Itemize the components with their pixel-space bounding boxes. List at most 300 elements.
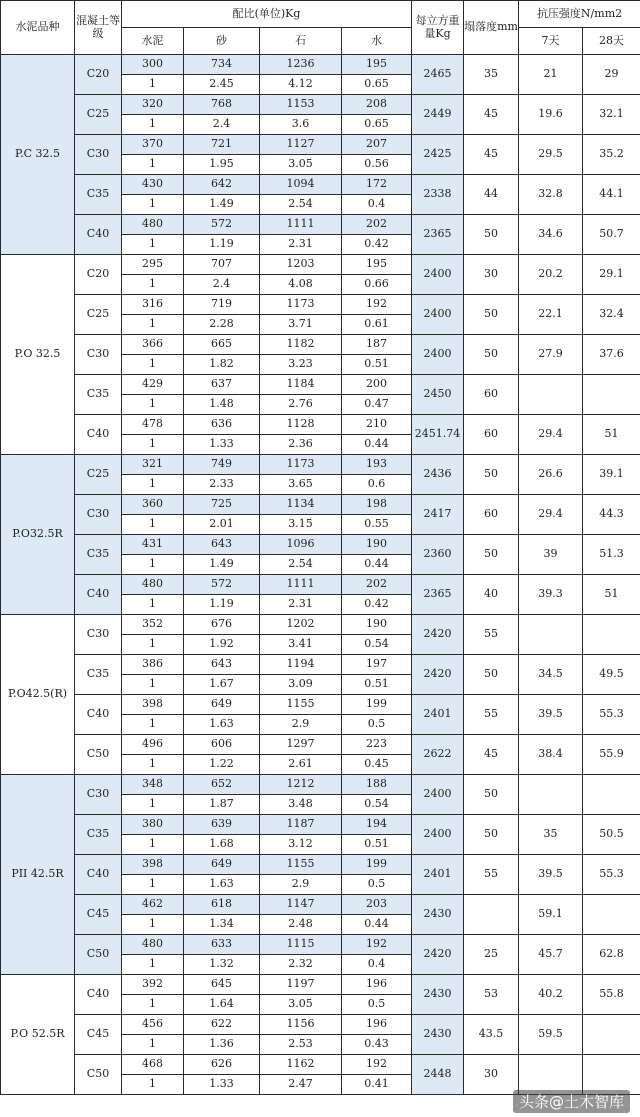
mix-ratio-cell: 4.12 [260, 75, 342, 95]
mix-kg-cell: 637 [184, 375, 260, 395]
strength-7d-cell: 45.7 [519, 935, 583, 975]
mix-kg-cell: 1153 [260, 95, 342, 115]
mix-kg-cell: 366 [122, 335, 184, 355]
strength-7d-cell [519, 375, 583, 415]
header-mix-sand: 砂 [184, 28, 260, 55]
mix-ratio-cell: 1.36 [184, 1035, 260, 1055]
unit-weight-cell: 2400 [412, 815, 464, 855]
unit-weight-cell: 2338 [412, 175, 464, 215]
grade-cell: C40 [75, 855, 122, 895]
mix-ratio-cell: 1 [122, 475, 184, 495]
table-header [1, 1, 640, 55]
mix-ratio-cell: 2.61 [260, 755, 342, 775]
header-mix-cement: 水泥 [122, 28, 184, 55]
mix-kg-cell: 626 [184, 1055, 260, 1075]
mix-ratio-cell: 0.5 [342, 875, 412, 895]
cement-type-cell: PII 42.5R [1, 775, 75, 975]
slump-cell: 30 [464, 255, 519, 295]
mix-kg-cell: 643 [184, 655, 260, 675]
mix-kg-cell: 643 [184, 535, 260, 555]
table-row [1, 895, 640, 915]
strength-28d-cell: 39.1 [583, 455, 640, 495]
unit-weight-cell: 2430 [412, 1015, 464, 1055]
slump-cell: 25 [464, 935, 519, 975]
strength-7d-cell: 29.4 [519, 415, 583, 455]
grade-cell: C40 [75, 215, 122, 255]
mix-kg-cell: 707 [184, 255, 260, 275]
grade-cell: C30 [75, 615, 122, 655]
mix-kg-cell: 1111 [260, 575, 342, 595]
mix-ratio-cell: 1.82 [184, 355, 260, 375]
slump-cell: 35 [464, 55, 519, 95]
slump-cell: 55 [464, 855, 519, 895]
mix-ratio-cell: 3.41 [260, 635, 342, 655]
mix-ratio-cell: 2.4 [184, 275, 260, 295]
mix-kg-cell: 392 [122, 975, 184, 995]
header-cement-type: 水泥品种 [1, 1, 75, 55]
table-row [1, 935, 640, 955]
grade-cell: C35 [75, 535, 122, 575]
header-mix-stone: 石 [260, 28, 342, 55]
slump-cell: 50 [464, 535, 519, 575]
grade-cell: C40 [75, 415, 122, 455]
table-row [1, 335, 640, 355]
mix-ratio-cell: 2.53 [260, 1035, 342, 1055]
mix-kg-cell: 195 [342, 55, 412, 75]
grade-cell: C45 [75, 895, 122, 935]
header-strength-28d: 28天 [583, 28, 640, 55]
strength-28d-cell: 51.3 [583, 535, 640, 575]
mix-kg-cell: 652 [184, 775, 260, 795]
strength-7d-cell: 26.6 [519, 455, 583, 495]
mix-kg-cell: 348 [122, 775, 184, 795]
strength-7d-cell: 39.5 [519, 695, 583, 735]
mix-ratio-cell: 3.6 [260, 115, 342, 135]
slump-cell: 40 [464, 575, 519, 615]
strength-28d-cell: 55.3 [583, 695, 640, 735]
mix-ratio-cell: 1 [122, 235, 184, 255]
table-row [1, 815, 640, 835]
mix-ratio-cell: 2.31 [260, 595, 342, 615]
table-row [1, 615, 640, 635]
grade-cell: C35 [75, 175, 122, 215]
mix-kg-cell: 622 [184, 1015, 260, 1035]
mix-ratio-cell: 1.34 [184, 915, 260, 935]
mix-ratio-cell: 1 [122, 115, 184, 135]
mix-ratio-cell: 3.15 [260, 515, 342, 535]
unit-weight-cell: 2436 [412, 455, 464, 495]
grade-cell: C30 [75, 495, 122, 535]
mix-kg-cell: 618 [184, 895, 260, 915]
grade-cell: C25 [75, 95, 122, 135]
header-mix-water: 水 [342, 28, 412, 55]
strength-28d-cell: 55.8 [583, 975, 640, 1015]
mix-kg-cell: 190 [342, 535, 412, 555]
slump-cell: 60 [464, 375, 519, 415]
slump-cell: 50 [464, 655, 519, 695]
unit-weight-cell: 2430 [412, 975, 464, 1015]
mix-ratio-cell: 1.92 [184, 635, 260, 655]
mix-ratio-cell: 3.05 [260, 995, 342, 1015]
slump-cell: 53 [464, 975, 519, 1015]
grade-cell: C30 [75, 775, 122, 815]
mix-ratio-cell: 2.01 [184, 515, 260, 535]
slump-cell: 50 [464, 455, 519, 495]
table-row [1, 375, 640, 395]
grade-cell: C40 [75, 975, 122, 1015]
strength-28d-cell: 55.3 [583, 855, 640, 895]
mix-kg-cell: 636 [184, 415, 260, 435]
mix-ratio-cell: 0.4 [342, 195, 412, 215]
mix-kg-cell: 199 [342, 855, 412, 875]
mix-kg-cell: 642 [184, 175, 260, 195]
mix-kg-cell: 480 [122, 575, 184, 595]
strength-28d-cell: 55.9 [583, 735, 640, 775]
unit-weight-cell: 2400 [412, 255, 464, 295]
mix-kg-cell: 645 [184, 975, 260, 995]
slump-cell: 50 [464, 815, 519, 855]
mix-kg-cell: 208 [342, 95, 412, 115]
table-row [1, 855, 640, 875]
mix-kg-cell: 1162 [260, 1055, 342, 1075]
mix-kg-cell: 198 [342, 495, 412, 515]
mix-ratio-cell: 0.47 [342, 395, 412, 415]
mix-kg-cell: 1128 [260, 415, 342, 435]
mix-ratio-cell: 1.63 [184, 875, 260, 895]
table-row [1, 295, 640, 315]
grade-cell: C20 [75, 255, 122, 295]
mix-ratio-cell: 1.19 [184, 595, 260, 615]
mix-ratio-cell: 2.45 [184, 75, 260, 95]
mix-ratio-cell: 2.54 [260, 555, 342, 575]
grade-cell: C50 [75, 735, 122, 775]
mix-kg-cell: 649 [184, 855, 260, 875]
mix-ratio-cell: 2.9 [260, 875, 342, 895]
mix-kg-cell: 172 [342, 175, 412, 195]
mix-kg-cell: 398 [122, 695, 184, 715]
mix-kg-cell: 196 [342, 1015, 412, 1035]
strength-28d-cell: 51 [583, 575, 640, 615]
header-slump: 塌落度mm [464, 1, 519, 55]
mix-kg-cell: 192 [342, 295, 412, 315]
grade-cell: C40 [75, 695, 122, 735]
mix-ratio-cell: 2.9 [260, 715, 342, 735]
mix-ratio-cell: 1 [122, 1035, 184, 1055]
table-row [1, 775, 640, 795]
grade-cell: C25 [75, 295, 122, 335]
strength-7d-cell: 39.5 [519, 855, 583, 895]
strength-7d-cell: 39.3 [519, 575, 583, 615]
mix-ratio-cell: 1.48 [184, 395, 260, 415]
mix-ratio-cell: 1 [122, 795, 184, 815]
strength-7d-cell: 40.2 [519, 975, 583, 1015]
mix-kg-cell: 1203 [260, 255, 342, 275]
strength-7d-cell: 34.6 [519, 215, 583, 255]
mix-kg-cell: 478 [122, 415, 184, 435]
mix-kg-cell: 1236 [260, 55, 342, 75]
mix-ratio-cell: 0.5 [342, 715, 412, 735]
unit-weight-cell: 2365 [412, 215, 464, 255]
mix-ratio-cell: 0.51 [342, 675, 412, 695]
mix-ratio-cell: 2.32 [260, 955, 342, 975]
mix-ratio-cell: 1 [122, 1075, 184, 1095]
slump-cell: 60 [464, 415, 519, 455]
strength-28d-cell: 32.4 [583, 295, 640, 335]
mix-kg-cell: 1194 [260, 655, 342, 675]
strength-28d-cell: 44.3 [583, 495, 640, 535]
unit-weight-cell: 2425 [412, 135, 464, 175]
strength-28d-cell [583, 615, 640, 655]
mix-ratio-cell: 0.61 [342, 315, 412, 335]
mix-ratio-cell: 1 [122, 755, 184, 775]
unit-weight-cell: 2449 [412, 95, 464, 135]
mix-ratio-cell: 0.44 [342, 435, 412, 455]
unit-weight-cell: 2450 [412, 375, 464, 415]
mix-ratio-cell: 0.54 [342, 635, 412, 655]
mix-ratio-cell: 1 [122, 675, 184, 695]
slump-cell: 50 [464, 295, 519, 335]
mix-kg-cell: 734 [184, 55, 260, 75]
strength-28d-cell [583, 1015, 640, 1055]
strength-28d-cell: 29.1 [583, 255, 640, 295]
header-grade: 混凝土等级 [75, 1, 122, 55]
mix-ratio-cell: 0.44 [342, 915, 412, 935]
mix-kg-cell: 480 [122, 215, 184, 235]
mix-ratio-cell: 1.95 [184, 155, 260, 175]
mix-kg-cell: 1212 [260, 775, 342, 795]
mix-kg-cell: 456 [122, 1015, 184, 1035]
cement-type-cell: P.C 32.5 [1, 55, 75, 255]
mix-kg-cell: 195 [342, 255, 412, 275]
mix-kg-cell: 676 [184, 615, 260, 635]
mix-ratio-cell: 1 [122, 275, 184, 295]
mix-kg-cell: 202 [342, 575, 412, 595]
mix-kg-cell: 370 [122, 135, 184, 155]
mix-ratio-cell: 1 [122, 195, 184, 215]
mix-kg-cell: 633 [184, 935, 260, 955]
mix-kg-cell: 749 [184, 455, 260, 475]
unit-weight-cell: 2417 [412, 495, 464, 535]
mix-ratio-cell: 1.64 [184, 995, 260, 1015]
strength-7d-cell: 39 [519, 535, 583, 575]
mix-ratio-cell: 0.51 [342, 835, 412, 855]
cement-type-cell: P.O 52.5R [1, 975, 75, 1095]
mix-ratio-cell: 0.54 [342, 795, 412, 815]
header-unit-weight: 每立方重量Kg [412, 1, 464, 55]
slump-cell: 45 [464, 95, 519, 135]
mix-ratio-cell: 1 [122, 515, 184, 535]
strength-28d-cell: 37.6 [583, 335, 640, 375]
strength-28d-cell [583, 775, 640, 815]
strength-7d-cell: 59.5 [519, 1015, 583, 1055]
strength-7d-cell: 35 [519, 815, 583, 855]
table-row [1, 135, 640, 155]
mix-kg-cell: 320 [122, 95, 184, 115]
grade-cell: C35 [75, 655, 122, 695]
mix-ratio-cell: 0.43 [342, 1035, 412, 1055]
mix-kg-cell: 192 [342, 1055, 412, 1075]
strength-7d-cell: 29.4 [519, 495, 583, 535]
mix-kg-cell: 192 [342, 935, 412, 955]
mix-ratio-cell: 1 [122, 75, 184, 95]
mix-ratio-cell: 0.44 [342, 555, 412, 575]
strength-7d-cell [519, 775, 583, 815]
mix-ratio-cell: 3.48 [260, 795, 342, 815]
mix-ratio-cell: 0.65 [342, 115, 412, 135]
table-row [1, 975, 640, 995]
mix-kg-cell: 223 [342, 735, 412, 755]
unit-weight-cell: 2430 [412, 895, 464, 935]
strength-7d-cell: 32.8 [519, 175, 583, 215]
unit-weight-cell: 2448 [412, 1055, 464, 1095]
mix-ratio-cell: 2.36 [260, 435, 342, 455]
unit-weight-cell: 2420 [412, 615, 464, 655]
strength-7d-cell [519, 615, 583, 655]
mix-kg-cell: 188 [342, 775, 412, 795]
slump-cell: 44 [464, 175, 519, 215]
mix-kg-cell: 768 [184, 95, 260, 115]
mix-ratio-cell: 0.51 [342, 355, 412, 375]
strength-28d-cell: 49.5 [583, 655, 640, 695]
mix-kg-cell: 1173 [260, 455, 342, 475]
mix-ratio-cell: 1 [122, 715, 184, 735]
mix-kg-cell: 1155 [260, 855, 342, 875]
mix-kg-cell: 1094 [260, 175, 342, 195]
mix-kg-cell: 1182 [260, 335, 342, 355]
strength-7d-cell: 19.6 [519, 95, 583, 135]
mix-ratio-cell: 3.12 [260, 835, 342, 855]
mix-ratio-cell: 0.56 [342, 155, 412, 175]
table-row [1, 655, 640, 675]
strength-28d-cell [583, 1055, 640, 1095]
grade-cell: C50 [75, 1055, 122, 1095]
mix-ratio-cell: 1.22 [184, 755, 260, 775]
table-row [1, 455, 640, 475]
mix-kg-cell: 386 [122, 655, 184, 675]
grade-cell: C40 [75, 575, 122, 615]
mix-kg-cell: 721 [184, 135, 260, 155]
mix-ratio-cell: 0.42 [342, 595, 412, 615]
mix-ratio-cell: 0.66 [342, 275, 412, 295]
mix-kg-cell: 380 [122, 815, 184, 835]
mix-ratio-cell: 1 [122, 435, 184, 455]
mix-kg-cell: 725 [184, 495, 260, 515]
mix-ratio-cell: 2.48 [260, 915, 342, 935]
mix-kg-cell: 1184 [260, 375, 342, 395]
mix-ratio-cell: 0.41 [342, 1075, 412, 1095]
strength-28d-cell: 29 [583, 55, 640, 95]
strength-28d-cell: 50.7 [583, 215, 640, 255]
mix-kg-cell: 316 [122, 295, 184, 315]
strength-7d-cell: 38.4 [519, 735, 583, 775]
strength-28d-cell: 44.1 [583, 175, 640, 215]
mix-ratio-cell: 0.4 [342, 955, 412, 975]
strength-7d-cell [519, 1055, 583, 1095]
grade-cell: C25 [75, 455, 122, 495]
mix-ratio-cell: 3.71 [260, 315, 342, 335]
unit-weight-cell: 2360 [412, 535, 464, 575]
strength-7d-cell: 59.1 [519, 895, 583, 935]
mix-ratio-cell: 1.49 [184, 555, 260, 575]
mix-ratio-cell: 1 [122, 595, 184, 615]
grade-cell: C35 [75, 375, 122, 415]
slump-cell: 55 [464, 615, 519, 655]
strength-28d-cell [583, 375, 640, 415]
grade-cell: C45 [75, 1015, 122, 1055]
slump-cell: 50 [464, 335, 519, 375]
unit-weight-cell: 2400 [412, 775, 464, 815]
strength-28d-cell: 50.5 [583, 815, 640, 855]
mix-kg-cell: 719 [184, 295, 260, 315]
mix-kg-cell: 1127 [260, 135, 342, 155]
mix-kg-cell: 207 [342, 135, 412, 155]
mix-kg-cell: 202 [342, 215, 412, 235]
mix-kg-cell: 203 [342, 895, 412, 915]
unit-weight-cell: 2420 [412, 655, 464, 695]
table-body [1, 55, 640, 1095]
mix-kg-cell: 352 [122, 615, 184, 635]
mix-kg-cell: 300 [122, 55, 184, 75]
mix-ratio-cell: 2.76 [260, 395, 342, 415]
mix-kg-cell: 398 [122, 855, 184, 875]
mix-kg-cell: 193 [342, 455, 412, 475]
mix-kg-cell: 649 [184, 695, 260, 715]
mix-kg-cell: 572 [184, 215, 260, 235]
table-row [1, 495, 640, 515]
table-row [1, 695, 640, 715]
mix-ratio-cell: 1.33 [184, 435, 260, 455]
grade-cell: C30 [75, 335, 122, 375]
strength-7d-cell: 27.9 [519, 335, 583, 375]
mix-kg-cell: 572 [184, 575, 260, 595]
slump-cell: 60 [464, 495, 519, 535]
grade-cell: C30 [75, 135, 122, 175]
mix-kg-cell: 1173 [260, 295, 342, 315]
strength-28d-cell [583, 895, 640, 935]
table-row [1, 255, 640, 275]
mix-ratio-cell: 4.08 [260, 275, 342, 295]
cement-type-cell: P.O42.5(R) [1, 615, 75, 775]
mix-kg-cell: 196 [342, 975, 412, 995]
grade-cell: C50 [75, 935, 122, 975]
slump-cell [464, 895, 519, 935]
mix-ratio-cell: 1.87 [184, 795, 260, 815]
unit-weight-cell: 2400 [412, 295, 464, 335]
cement-type-cell: P.O32.5R [1, 455, 75, 615]
mix-ratio-cell: 1.49 [184, 195, 260, 215]
mix-ratio-cell: 1 [122, 355, 184, 375]
strength-7d-cell: 22.1 [519, 295, 583, 335]
mix-kg-cell: 199 [342, 695, 412, 715]
mix-ratio-cell: 2.33 [184, 475, 260, 495]
mix-ratio-cell: 2.31 [260, 235, 342, 255]
mix-ratio-cell: 1 [122, 395, 184, 415]
mix-kg-cell: 1096 [260, 535, 342, 555]
mix-kg-cell: 321 [122, 455, 184, 475]
slump-cell: 55 [464, 695, 519, 735]
mix-ratio-cell: 1 [122, 915, 184, 935]
mix-ratio-cell: 2.4 [184, 115, 260, 135]
table-row [1, 1055, 640, 1075]
mix-ratio-cell: 3.23 [260, 355, 342, 375]
mix-kg-cell: 496 [122, 735, 184, 755]
grade-cell: C20 [75, 55, 122, 95]
mix-ratio-cell: 3.05 [260, 155, 342, 175]
slump-cell: 50 [464, 215, 519, 255]
mix-kg-cell: 1197 [260, 975, 342, 995]
mix-kg-cell: 1134 [260, 495, 342, 515]
mix-ratio-cell: 1 [122, 875, 184, 895]
